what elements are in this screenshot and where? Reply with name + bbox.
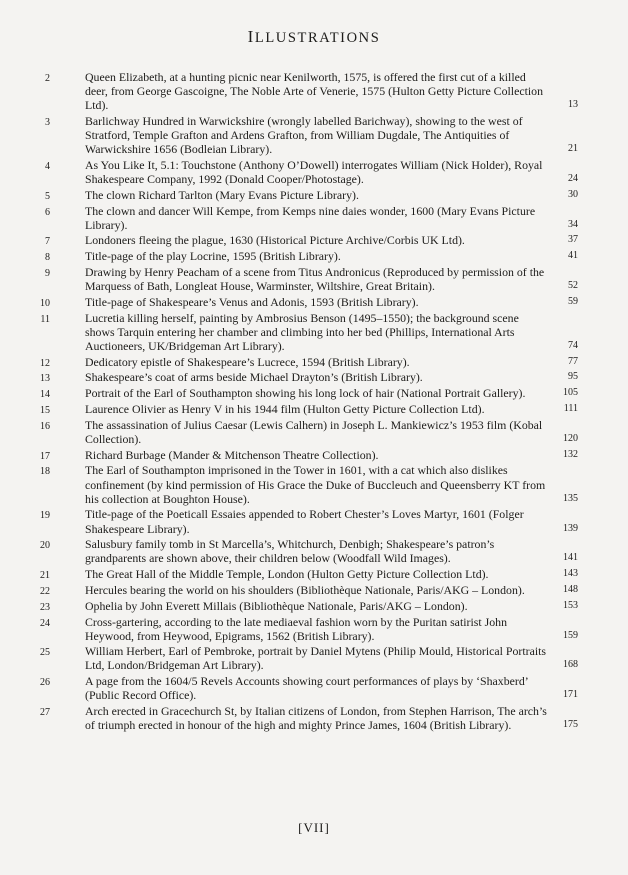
- illustration-entry: [30, 537, 578, 565]
- illustrations-list: [30, 70, 578, 734]
- illustration-entry: [30, 295, 578, 309]
- illustration-entry: [30, 158, 578, 186]
- entry-page-number: 171: [563, 689, 578, 701]
- entry-caption: The clown and dancer Will Kempe, from Kemps nine daies wonder, 1600 (Mary Evans Picture Library).: [85, 203, 536, 232]
- entry-caption: Barlichway Hundred in Warwickshire (wrongly labelled Barichway), showing to the west of Stratford, Temple Grafton and Ardens Grafton, from William Dugdale, The Antiquities of Warwickshire 1656 (Bodleian Library).: [85, 113, 523, 157]
- entry-caption: Salusbury family tomb in St Marcella’s, Whitchurch, Denbigh; Shakespeare’s patron’s grandparents are shown above, their children below (Woodfall Wild Images).: [85, 537, 495, 566]
- illustration-entry: [30, 583, 578, 597]
- entry-number: 5: [45, 190, 50, 202]
- illustration-entry: [30, 204, 578, 232]
- entry-caption: As You Like It, 5.1: Touchstone (Anthony O’Dowell) interrogates William (Nick Holder), Royal Shakespeare Company, 1992 (Donald Cooper/Photostage).: [85, 157, 543, 187]
- illustration-entry: [30, 370, 578, 384]
- entry-caption: Queen Elizabeth, at a hunting picnic near Kenilworth, 1575, is offered the first cut of a killed deer, from George Gascoigne, The Noble Arte of Venerie, 1575 (Hulton Getty Picture Collection Ltd).: [85, 70, 544, 113]
- entry-caption: The Great Hall of the Middle Temple, London (Hulton Getty Picture Collection Ltd).: [85, 567, 489, 582]
- illustration-entry: [30, 418, 578, 446]
- illustration-entry: [30, 249, 578, 263]
- illustration-entry: [30, 70, 578, 112]
- entry-caption: Hercules bearing the world on his shoulders (Bibliothèque Nationale, Paris/AKG – London).: [85, 582, 525, 597]
- entry-page-number: 74: [568, 339, 578, 351]
- illustration-entry: [30, 114, 578, 156]
- entry-number: 20: [40, 540, 50, 552]
- illustration-entry: [30, 674, 578, 702]
- entry-number: 2: [45, 73, 50, 84]
- entry-number: 24: [40, 617, 50, 629]
- entry-page-number: 132: [563, 448, 578, 460]
- entry-caption: A page from the 1604/5 Revels Accounts showing court performances of plays by ‘Shaxberd’ (Public Record Office).: [85, 674, 528, 703]
- entry-number: 13: [40, 373, 50, 385]
- entry-caption: Title-page of the Poeticall Essaies appended to Robert Chester’s Loves Martyr, 1601 (Folger Shakespeare Library).: [85, 507, 524, 536]
- entry-page-number: 175: [563, 719, 578, 731]
- entry-caption: Laurence Olivier as Henry V in his 1944 film (Hulton Getty Picture Collection Ltd).: [85, 402, 485, 416]
- entry-number: 16: [40, 420, 50, 432]
- entry-number: 25: [40, 647, 50, 659]
- entry-number: 9: [45, 268, 50, 280]
- illustration-entry: [30, 704, 578, 732]
- entry-number: 26: [40, 677, 50, 689]
- illustration-entry: [30, 386, 578, 400]
- entry-page-number: 21: [568, 143, 578, 155]
- entry-page-number: 168: [563, 659, 578, 671]
- entry-number: 6: [45, 206, 50, 218]
- entry-number: 23: [40, 601, 50, 613]
- entry-caption: Richard Burbage (Mander & Mitchenson Theatre Collection).: [85, 447, 379, 462]
- entry-page-number: 135: [563, 492, 578, 504]
- entry-page-number: 37: [568, 234, 578, 246]
- entry-number: 10: [40, 297, 50, 309]
- entry-page-number: 13: [568, 99, 578, 111]
- entry-page-number: 30: [568, 188, 578, 200]
- illustration-entry: [30, 615, 578, 643]
- entry-page-number: 139: [563, 522, 578, 534]
- entry-caption: Lucretia killing herself, painting by Ambrosius Benson (1495–1550); the background scene shows Tarquin entering her chamber and climbing into her bed (Phillips, International Arts Auctioneers, UK/Bridgeman Art Library).: [85, 310, 519, 353]
- illustration-entry: [30, 265, 578, 293]
- entry-page-number: 143: [563, 568, 578, 580]
- entry-number: 27: [40, 707, 50, 719]
- entry-caption: Arch erected in Gracechurch St, by Italian citizens of London, from Stephen Harrison, The arch’s of triumph erected in honour of the high and mighty Prince James, 1604 (British Library).: [85, 704, 547, 733]
- entry-page-number: 141: [563, 552, 578, 564]
- entry-page-number: 95: [568, 371, 578, 383]
- entry-page-number: 77: [568, 355, 578, 367]
- entry-caption: Dedicatory epistle of Shakespeare’s Lucrece, 1594 (British Library).: [85, 354, 410, 369]
- entry-page-number: 105: [563, 387, 578, 399]
- entry-caption: The Earl of Southampton imprisoned in the Tower in 1601, with a cat which also dislikes confinement (by kind permission of His Grace the Duke of Buccleuch and Queensberry KT from his collection at Boughton House).: [85, 463, 546, 506]
- entry-caption: William Herbert, Earl of Pembroke, portrait by Daniel Mytens (Philip Mould, Historical Portraits Ltd, London/Bridgeman Art Library).: [85, 644, 547, 673]
- page-folio: [VII]: [298, 820, 330, 835]
- entry-caption: Drawing by Henry Peacham of a scene from Titus Andronicus (Reproduced by permission of the Marquess of Bath, Longleat House, Warminster, Wiltshire, Great Britain).: [85, 265, 545, 294]
- entry-page-number: 159: [563, 629, 578, 641]
- illustration-entry: [30, 644, 578, 672]
- entry-caption: Title-page of the play Locrine, 1595 (British Library).: [85, 249, 341, 264]
- entry-number: 22: [40, 585, 50, 597]
- illustration-entry: [30, 448, 578, 462]
- entry-number: 12: [40, 357, 50, 369]
- entry-page-number: 34: [568, 218, 578, 230]
- entry-page-number: 111: [563, 403, 578, 414]
- entry-caption: The clown Richard Tarlton (Mary Evans Picture Library).: [85, 187, 359, 202]
- entry-number: 17: [40, 450, 50, 462]
- entry-number: 18: [40, 466, 50, 478]
- illustration-entry: [30, 233, 578, 247]
- entry-caption: Portrait of the Earl of Southampton showing his long lock of hair (National Portrait Gallery).: [85, 386, 526, 401]
- illustration-entry: [30, 355, 578, 369]
- entry-page-number: 52: [568, 280, 578, 292]
- illustration-entry: [30, 567, 578, 581]
- entry-number: 14: [40, 389, 50, 401]
- entry-page-number: 120: [563, 432, 578, 444]
- entry-caption: Londoners fleeing the plague, 1630 (Historical Picture Archive/Corbis UK Ltd).: [85, 233, 465, 248]
- entry-caption: Title-page of Shakespeare’s Venus and Adonis, 1593 (British Library).: [85, 294, 419, 309]
- illustration-entry: [30, 188, 578, 202]
- illustration-entry: [30, 311, 578, 353]
- entry-number: 4: [45, 160, 50, 172]
- illustration-entry: [30, 507, 578, 535]
- entry-number: 15: [40, 405, 50, 416]
- entry-number: 19: [40, 510, 50, 522]
- entry-caption: The assassination of Julius Caesar (Lewis Calhern) in Joseph L. Mankiewicz’s 1953 film (Kobal Collection).: [85, 417, 543, 446]
- page-heading: [0, 27, 628, 47]
- entry-number: 7: [45, 236, 50, 248]
- entry-number: 8: [45, 252, 50, 264]
- illustration-entry: [30, 599, 578, 613]
- entry-number: 3: [45, 116, 50, 128]
- entry-page-number: 24: [568, 173, 578, 185]
- entry-page-number: 148: [563, 583, 578, 595]
- entry-page-number: 41: [568, 250, 578, 262]
- entry-caption: Cross-gartering, according to the late mediaeval fashion worn by the Puritan satirist John Heywood, from Heywood, Epigrams, 1562 (British Library).: [85, 614, 507, 643]
- entry-caption: Ophelia by John Everett Millais (Bibliothèque Nationale, Paris/AKG – London).: [85, 598, 468, 613]
- illustration-entry: [30, 463, 578, 505]
- heading-rest: LLUSTRATIONS: [254, 30, 381, 46]
- entry-page-number: 59: [568, 295, 578, 307]
- entry-caption: Shakespeare’s coat of arms beside Michael Drayton’s (British Library).: [85, 370, 423, 385]
- entry-page-number: 153: [563, 599, 578, 611]
- entry-number: 21: [40, 570, 50, 582]
- entry-number: 11: [40, 313, 50, 325]
- illustration-entry: [30, 402, 578, 416]
- heading-initial: I: [247, 27, 255, 46]
